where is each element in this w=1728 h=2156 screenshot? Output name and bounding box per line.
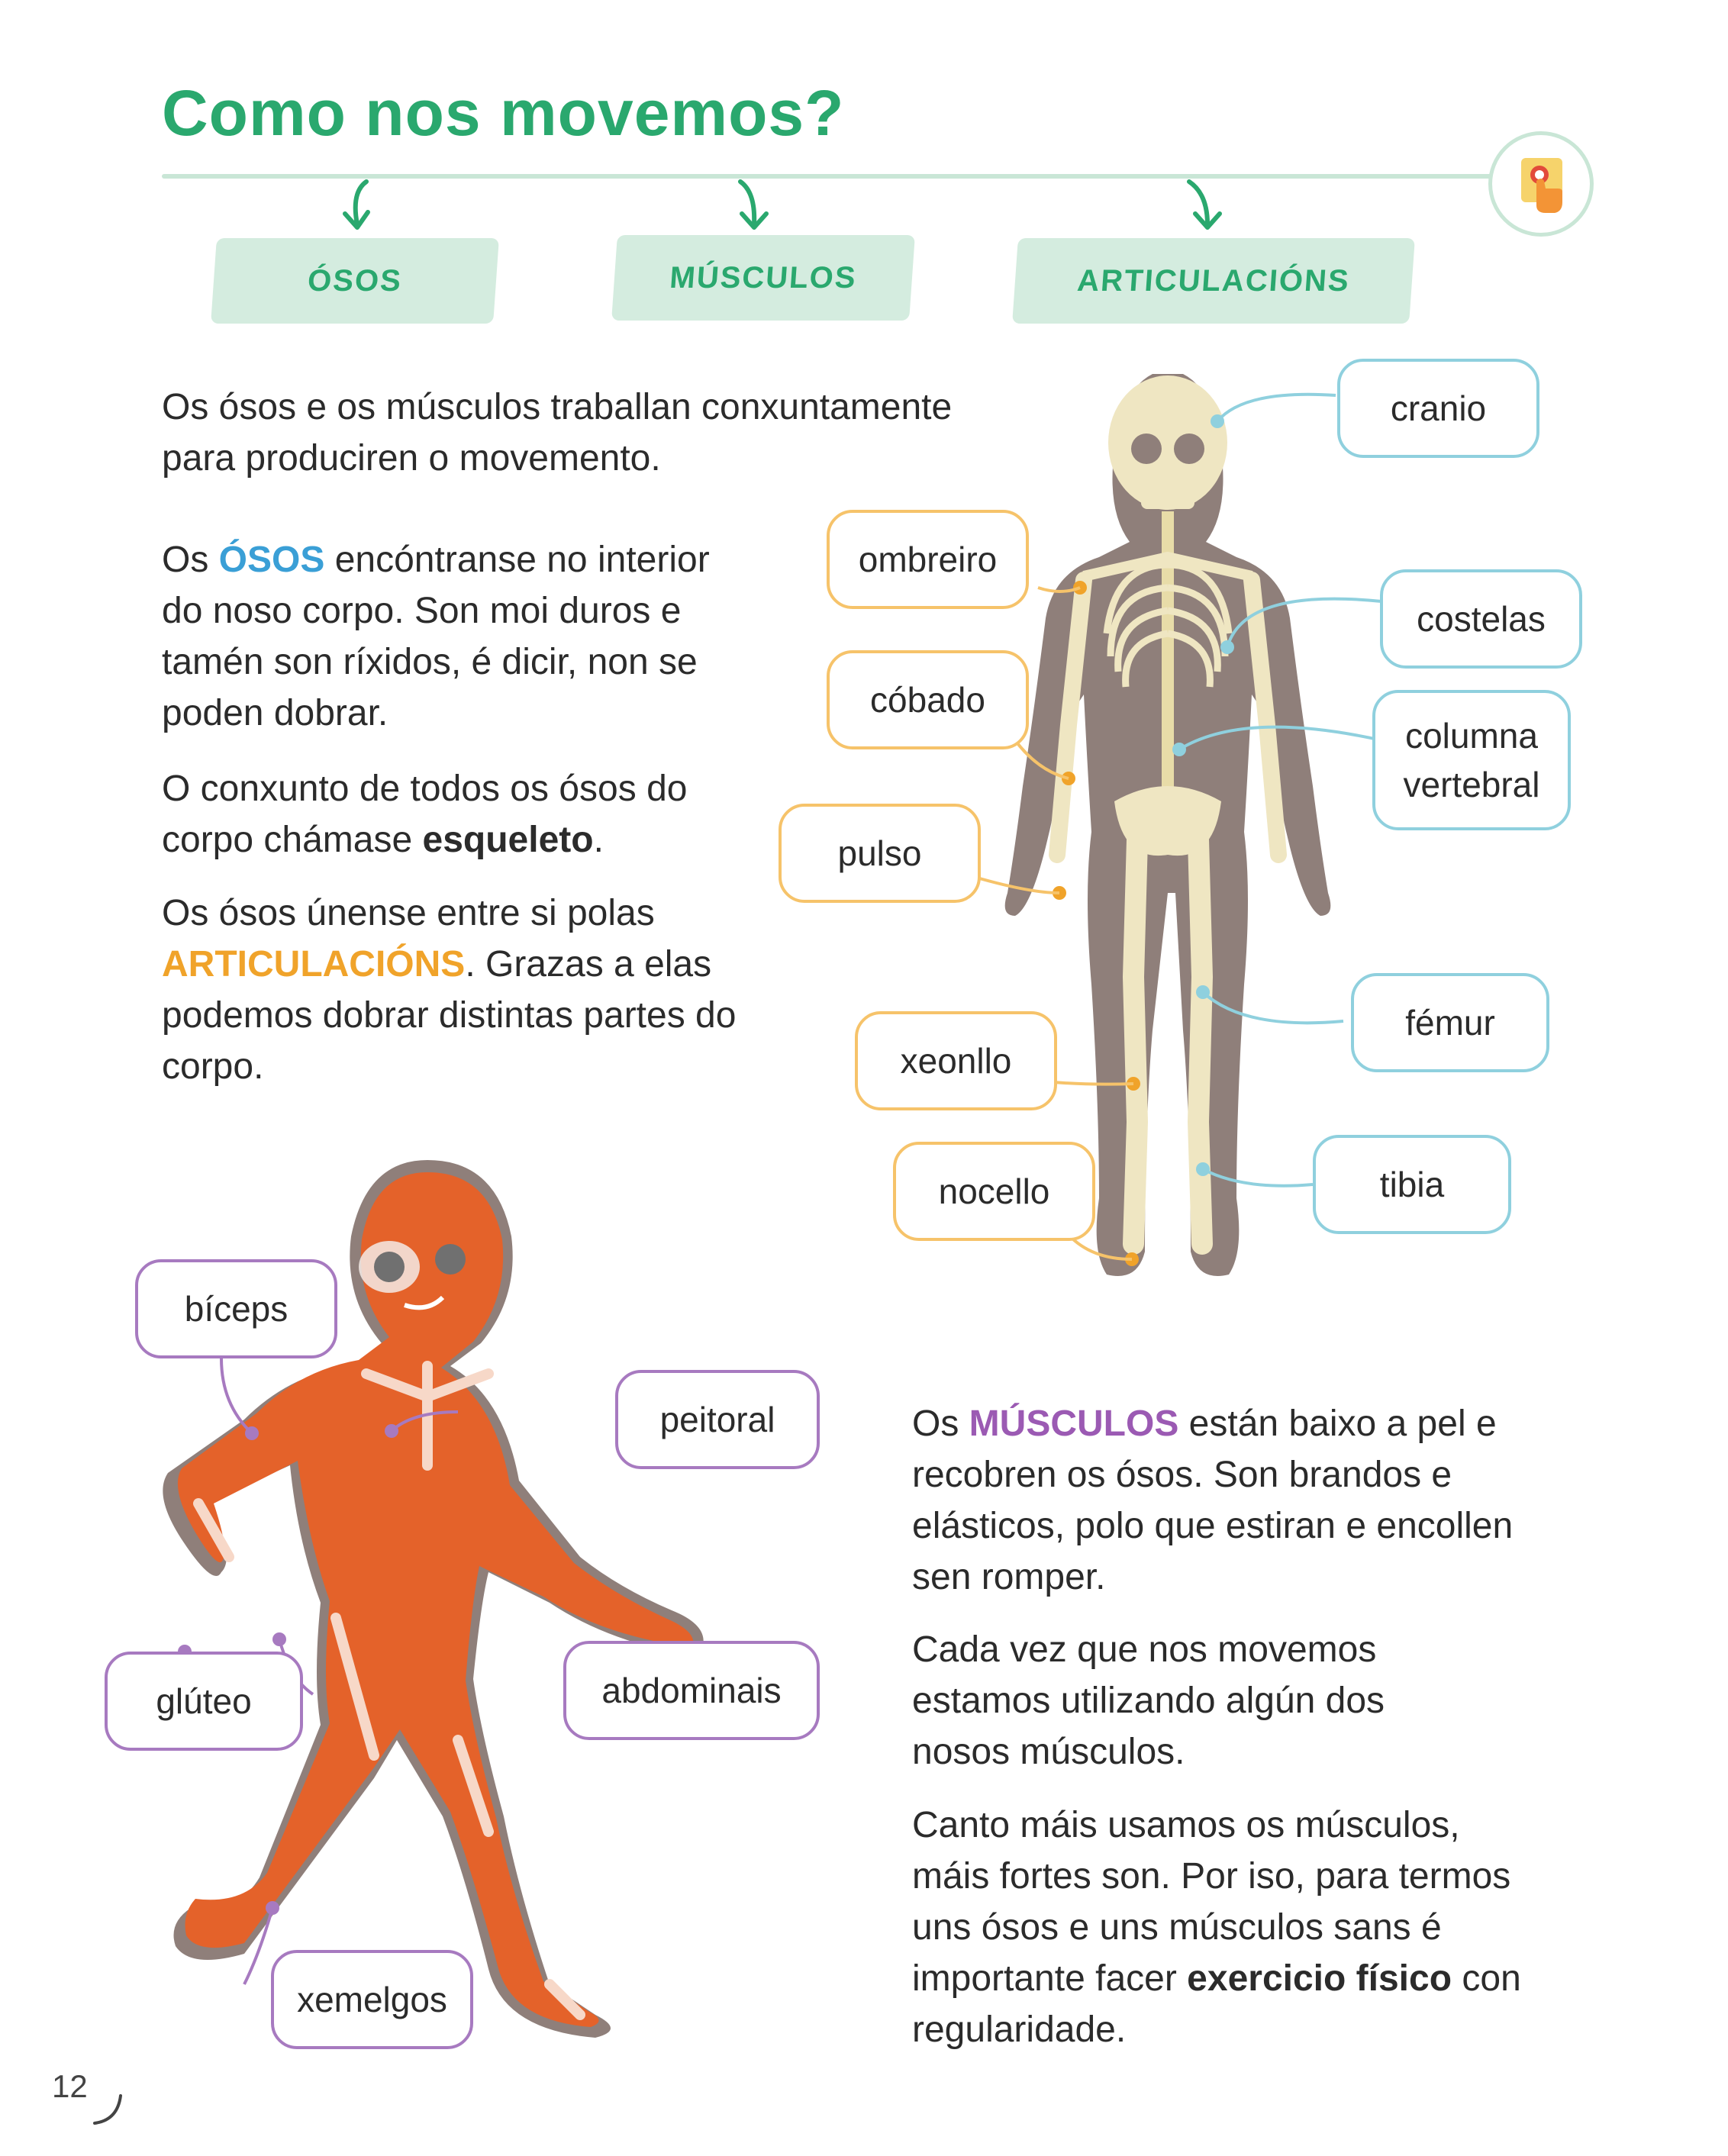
page-number: 12 — [52, 2068, 88, 2104]
exercicio-bold: exercicio físico — [1187, 1958, 1452, 1999]
label-ombreiro: ombreiro — [827, 510, 1029, 609]
muscles-paragraph — [912, 1398, 1538, 1603]
text: Os — [912, 1403, 969, 1444]
text: Canto máis usamos os músculos, máis fortes son. Por iso, para termos uns ósos e uns músculos sans é importante facer — [912, 1805, 1511, 1999]
movement-paragraph: Cada vez que nos movemos estamos utilizando algún dos nosos músculos. — [912, 1629, 1385, 1772]
text: encóntranse no interior do noso corpo. Son moi duros e tamén son ríxidos, é dicir, non se poden dobrar. — [162, 540, 710, 733]
label-gluteo: glúteo — [105, 1652, 303, 1751]
label-columna-vertebral: columna vertebral — [1372, 690, 1571, 830]
label-cranio: cranio — [1337, 359, 1539, 458]
musculos-highlight: MÚSCULOS — [969, 1403, 1179, 1444]
label-tibia: tibia — [1313, 1135, 1511, 1234]
esqueleto-bold: esqueleto — [422, 820, 594, 860]
arrow-down-icon — [1175, 177, 1236, 238]
label-xeonllo: xeonllo — [855, 1011, 1057, 1110]
tab-articulacions[interactable]: ARTICULACIÓNS — [1012, 238, 1415, 324]
arrow-down-icon — [328, 177, 389, 238]
text: . — [593, 820, 604, 860]
tab-osos[interactable]: ÓSOS — [211, 238, 499, 324]
corner-curve-icon — [90, 2093, 128, 2131]
arrow-down-icon — [725, 177, 786, 238]
label-costelas: costelas — [1380, 569, 1582, 669]
page-title: Como nos movemos? — [162, 77, 845, 149]
text: O conxunto de todos os ósos do corpo chámase — [162, 769, 688, 860]
intro-paragraph: Os ósos e os músculos traballan conxuntamente para produciren o movemento. — [162, 387, 953, 479]
tab-musculos[interactable]: MÚSCULOS — [611, 235, 915, 321]
label-peitoral: peitoral — [615, 1370, 820, 1469]
skeleton-paragraph — [162, 763, 742, 865]
bones-paragraph — [162, 534, 742, 739]
osos-highlight: ÓSOS — [218, 540, 325, 580]
text: con regularidade. — [912, 1958, 1521, 2050]
text: están baixo a pel e recobren os ósos. Son brandos e elásticos, polo que estiran e encollen sen romper. — [912, 1403, 1514, 1597]
text: Os ósos únense entre si polas — [162, 893, 655, 933]
articulacions-highlight: ARTICULACIÓNS — [162, 944, 466, 985]
text: Os — [162, 540, 219, 580]
label-femur: fémur — [1351, 973, 1549, 1072]
label-xemelgos: xemelgos — [271, 1950, 473, 2049]
label-pulso: pulso — [779, 804, 981, 903]
exercise-paragraph — [912, 1800, 1538, 2055]
label-nocello: nocello — [893, 1142, 1095, 1241]
touch-icon[interactable] — [1488, 131, 1594, 237]
label-biceps: bíceps — [135, 1259, 337, 1358]
text: . Grazas a elas podemos dobrar distintas partes do corpo. — [162, 944, 737, 1087]
label-abdominais: abdominais — [563, 1641, 820, 1740]
joints-paragraph — [162, 888, 742, 1092]
label-cobado: cóbado — [827, 650, 1029, 749]
